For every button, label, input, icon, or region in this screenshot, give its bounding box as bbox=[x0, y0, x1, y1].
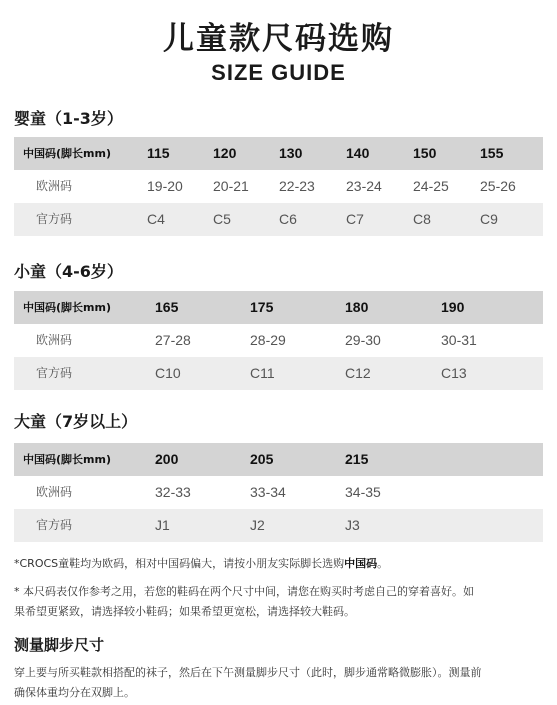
table-row-eu-size bbox=[14, 324, 543, 357]
table-cell: 23-24 bbox=[346, 178, 382, 194]
table-cell: 190 bbox=[441, 299, 465, 315]
table-cell: 130 bbox=[279, 145, 303, 161]
row-label: 欧洲码 bbox=[36, 179, 73, 193]
note-reference bbox=[14, 582, 546, 622]
table-cell: C13 bbox=[441, 365, 467, 381]
section-heading-big-kid: 大童（7岁以上） bbox=[14, 412, 138, 431]
table-cell: C6 bbox=[279, 211, 297, 227]
note-text-end: 。 bbox=[377, 557, 389, 570]
table-cell: 30-31 bbox=[441, 332, 477, 348]
measure-instructions bbox=[14, 663, 546, 703]
table-cell: 29-30 bbox=[345, 332, 381, 348]
note-line: 果希望更紧致，请选择较小鞋码；如果希望更宽松，请选择较大鞋码。 bbox=[14, 605, 355, 618]
table-cell: J2 bbox=[250, 517, 265, 533]
table-cell: 205 bbox=[250, 451, 274, 467]
size-table-small-kid bbox=[14, 291, 543, 390]
table-cell: 25-26 bbox=[480, 178, 516, 194]
table-cell: 28-29 bbox=[250, 332, 286, 348]
table-cell: 33-34 bbox=[250, 484, 286, 500]
table-cell: 115 bbox=[147, 145, 170, 161]
table-cell: 19-20 bbox=[147, 178, 183, 194]
note-emphasis: 中国码 bbox=[344, 557, 378, 570]
table-cell: 32-33 bbox=[155, 484, 191, 500]
table-cell: 22-23 bbox=[279, 178, 315, 194]
table-cell: 20-21 bbox=[213, 178, 249, 194]
table-row-eu-size bbox=[14, 476, 543, 509]
table-cell: 215 bbox=[345, 451, 369, 467]
table-cell: J3 bbox=[345, 517, 360, 533]
note-line: * 本尺码表仅作参考之用，若您的鞋码在两个尺寸中间，请您在购买时考虑自己的穿着喜好。如 bbox=[14, 585, 474, 598]
row-label: 中国码(脚长mm) bbox=[23, 453, 111, 466]
table-cell: C4 bbox=[147, 211, 165, 227]
page-title: 儿童款尺码选购 bbox=[163, 21, 394, 57]
measure-line: 确保体重均分在双脚上。 bbox=[14, 686, 135, 699]
table-cell: 180 bbox=[345, 299, 369, 315]
section-heading-small-kid: 小童（4-6岁） bbox=[14, 262, 123, 281]
table-row-cn-size bbox=[14, 443, 543, 476]
table-cell: C10 bbox=[155, 365, 181, 381]
row-label: 欧洲码 bbox=[36, 485, 73, 499]
table-cell: C5 bbox=[213, 211, 231, 227]
table-cell: 34-35 bbox=[345, 484, 381, 500]
row-label: 官方码 bbox=[36, 366, 73, 380]
table-row-official-size bbox=[14, 203, 543, 236]
table-cell: C9 bbox=[480, 211, 498, 227]
table-cell: 120 bbox=[213, 145, 237, 161]
table-cell: 150 bbox=[413, 145, 437, 161]
table-cell: 155 bbox=[480, 145, 504, 161]
size-table-big-kid bbox=[14, 443, 543, 542]
table-row-cn-size bbox=[14, 291, 543, 324]
measure-line: 穿上要与所买鞋款相搭配的袜子，然后在下午测量脚步尺寸（此时，脚步通常略微膨胀）。测量前 bbox=[14, 666, 482, 679]
table-cell: 200 bbox=[155, 451, 179, 467]
size-table-infant bbox=[14, 137, 543, 236]
table-cell: J1 bbox=[155, 517, 170, 533]
table-cell: 27-28 bbox=[155, 332, 191, 348]
table-cell: 165 bbox=[155, 299, 179, 315]
row-label: 官方码 bbox=[36, 212, 73, 226]
row-label: 官方码 bbox=[36, 518, 73, 532]
table-row-eu-size bbox=[14, 170, 543, 203]
table-row-cn-size bbox=[14, 137, 543, 170]
table-row-official-size bbox=[14, 509, 543, 542]
table-cell: C11 bbox=[250, 365, 275, 381]
table-cell: C7 bbox=[346, 211, 364, 227]
measure-heading: 测量脚步尺寸 bbox=[14, 636, 105, 654]
table-cell: C8 bbox=[413, 211, 431, 227]
row-label: 欧洲码 bbox=[36, 333, 73, 347]
table-cell: 175 bbox=[250, 299, 274, 315]
table-row-official-size bbox=[14, 357, 543, 390]
table-cell: 24-25 bbox=[413, 178, 449, 194]
row-label: 中国码(脚长mm) bbox=[23, 147, 111, 160]
note-eu-size bbox=[14, 554, 546, 574]
note-text: *CROCS童鞋均为欧码，相对中国码偏大，请按小朋友实际脚长选购 bbox=[14, 557, 345, 570]
section-heading-infant: 婴童（1-3岁） bbox=[14, 109, 123, 128]
table-cell: C12 bbox=[345, 365, 371, 381]
page-subtitle: SIZE GUIDE bbox=[211, 60, 346, 85]
table-cell: 140 bbox=[346, 145, 370, 161]
row-label: 中国码(脚长mm) bbox=[23, 301, 111, 314]
